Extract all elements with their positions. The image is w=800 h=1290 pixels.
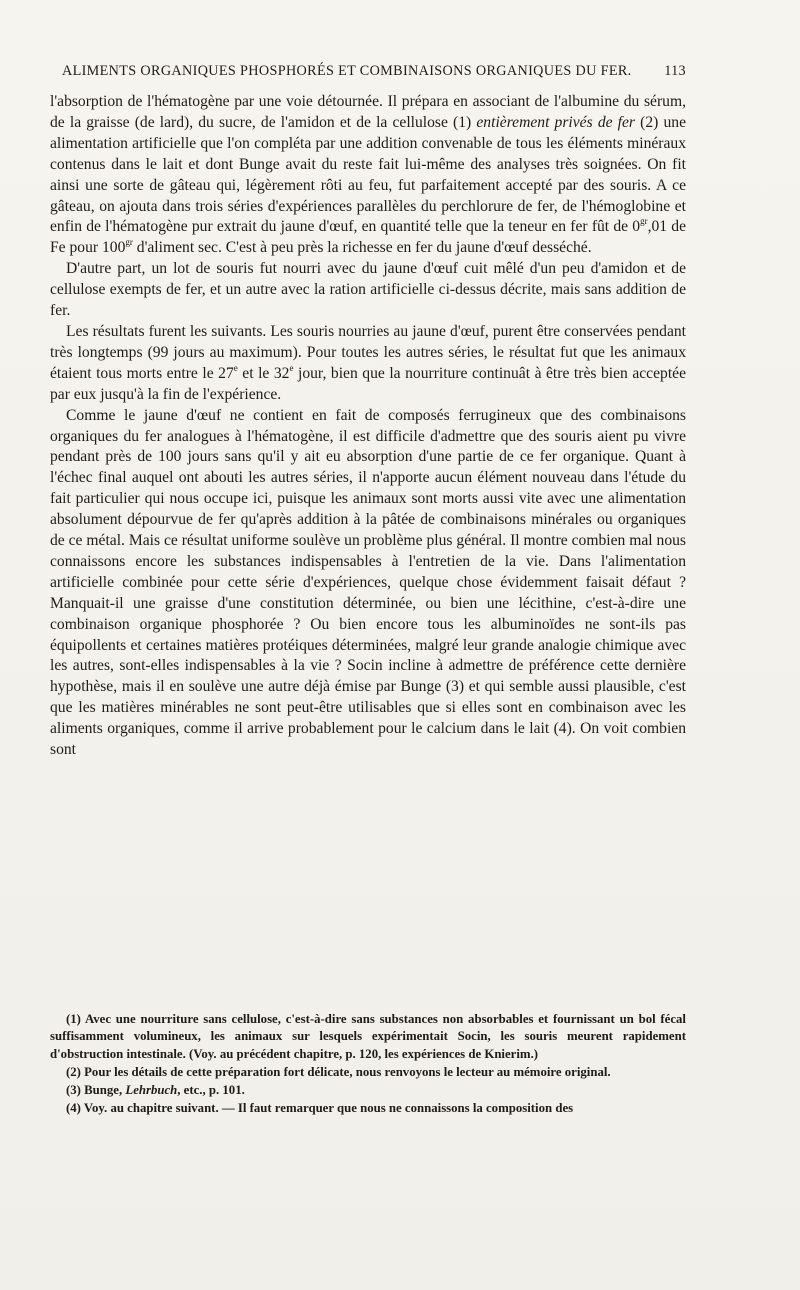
paragraph-3-part-a: Les résultats furent les suivants. Les souris nourries au jaune d'œuf, purent être conservées pendant très longtemps (99 jours au maximum). Pour toutes les autres séries, le résultat fut que les animaux étaient tous morts entre le 27: [50, 322, 686, 382]
footnotes: [50, 1011, 686, 1119]
footnote-3-part-b: , etc., p. 101.: [177, 1083, 245, 1098]
paragraph-1-part-d: d'aliment sec. C'est à peu près la richesse en fer du jaune d'œuf desséché.: [132, 239, 592, 257]
footnote-3: [50, 1082, 686, 1099]
unit-superscript: gr: [125, 237, 133, 248]
paragraph-2: D'autre part, un lot de souris fut nourri avec du jaune d'œuf cuit mêlé d'un peu d'amidon et de cellulose exempts de fer, et un autre avec la ration artificielle ci-dessus décrite, mais sans addition de fer.: [50, 260, 686, 320]
unit-superscript: gr: [640, 216, 648, 227]
page-number: 113: [664, 63, 686, 79]
ordinal-superscript: e: [289, 362, 294, 373]
footnote-1: (1) Avec une nourriture sans cellulose, c'est-à-dire sans substances non absorbables et fournissant un bol fécal suffisamment volumineux, les animaux sur lesquels expérimentait Socin, les souris meurent rapidement d'obstruction intestinale. (Voy. au précédent chapitre, p. 120, les expériences de Knierim.): [50, 1012, 686, 1061]
running-head-title: ALIMENTS ORGANIQUES PHOSPHORÉS ET COMBINAISONS ORGANIQUES DU FER.: [62, 63, 632, 79]
ordinal-superscript: e: [233, 362, 238, 373]
paragraph-1-part-c: ,01 de Fe pour 100: [50, 218, 686, 257]
paragraph-1-emphasis: entièrement privés de fer: [476, 113, 635, 131]
body-text: [50, 92, 686, 761]
paragraph-3: [50, 322, 686, 406]
paragraph-1-part-a: l'absorption de l'hématogène par une voie détournée. Il prépara en associant de l'albumine du sérum, de la graisse (de lard), du sucre, de l'amidon et de la cellulose (1): [50, 93, 686, 131]
running-head: [62, 63, 686, 83]
paragraph-3-part-c: jour, bien que la nourriture continuât à être très bien acceptée par eux jusqu'à la fin de l'expérience.: [50, 364, 686, 403]
footnote-3-emphasis: Lehrbuch: [125, 1083, 178, 1098]
paragraph-1-part-b: (2) une alimentation artificielle que l'on compléta par une addition convenable de tous les éléments minéraux contenus dans le lait et dont Bunge avait du reste fait lui-même des analyses très soignées. On fit ainsi une sorte de gâteau qui, légèrement rôti au feu, fut parfaitement accepté par des souris. A ce gâteau, on ajouta dans trois séries d'expériences parallèles du perchlorure de fer, de l'hémoglobine et enfin de l'hématogène pur extrait du jaune d'œuf, en quantité telle que la teneur en fer fût de 0: [50, 113, 686, 236]
paragraph-4: Comme le jaune d'œuf ne contient en fait de composés ferrugineux que des combinaisons organiques du fer analogues à l'hématogène, il est difficile d'admettre que des souris aient pu vivre pendant près de 100 jours sans qu'il y ait eu absorption d'une partie de ce fer organique. Quant à l'échec final auquel ont abouti les autres séries, il n'apporte aucun élément nouveau dans l'étude du fait particulier qui nous occupe ici, puisque les animaux sont morts aussi vite avec une alimentation absolument dépourvue de fer qu'après addition à la pâtée de combinaisons minérales ou organiques de ce métal. Mais ce résultat uniforme soulève un problème plus général. Il montre combien mal nous connaissons encore les substances indispensables à l'entretien de la vie. Dans l'alimentation artificielle combinée pour cette série d'expériences, quelque chose évidemment faisait défaut ? Manquait-il une graisse d'une constitution déterminée, ou bien une lécithine, c'est-à-dire une combinaison organique phosphorée ? Ou bien encore tous les albuminoïdes ne sont-ils pas équipollents et certaines matières protéiques déterminées, malgré leur grande analogie chimique avec les autres, sont-elles indispensables à la vie ? Socin incline à admettre de préférence cette dernière hypothèse, mais il en soulève une autre déjà émise par Bunge (3) et qui semble aussi plausible, c'est que les matières minérables ne sont peut-être utilisables que si elles sont en combinaison avec les aliments organiques, comme il arrive probablement pour le calcium dans le lait (4). On voit combien sont: [50, 406, 686, 759]
footnote-3-part-a: (3) Bunge,: [66, 1083, 126, 1098]
footnote-4: (4) Voy. au chapitre suivant. — Il faut remarquer que nous ne connaissons la composition des: [66, 1101, 574, 1116]
paragraph-1: [50, 92, 686, 259]
footnote-2: (2) Pour les détails de cette préparation fort délicate, nous renvoyons le lecteur au mémoire original.: [66, 1064, 611, 1079]
paragraph-3-part-b: et le 32: [237, 364, 290, 382]
